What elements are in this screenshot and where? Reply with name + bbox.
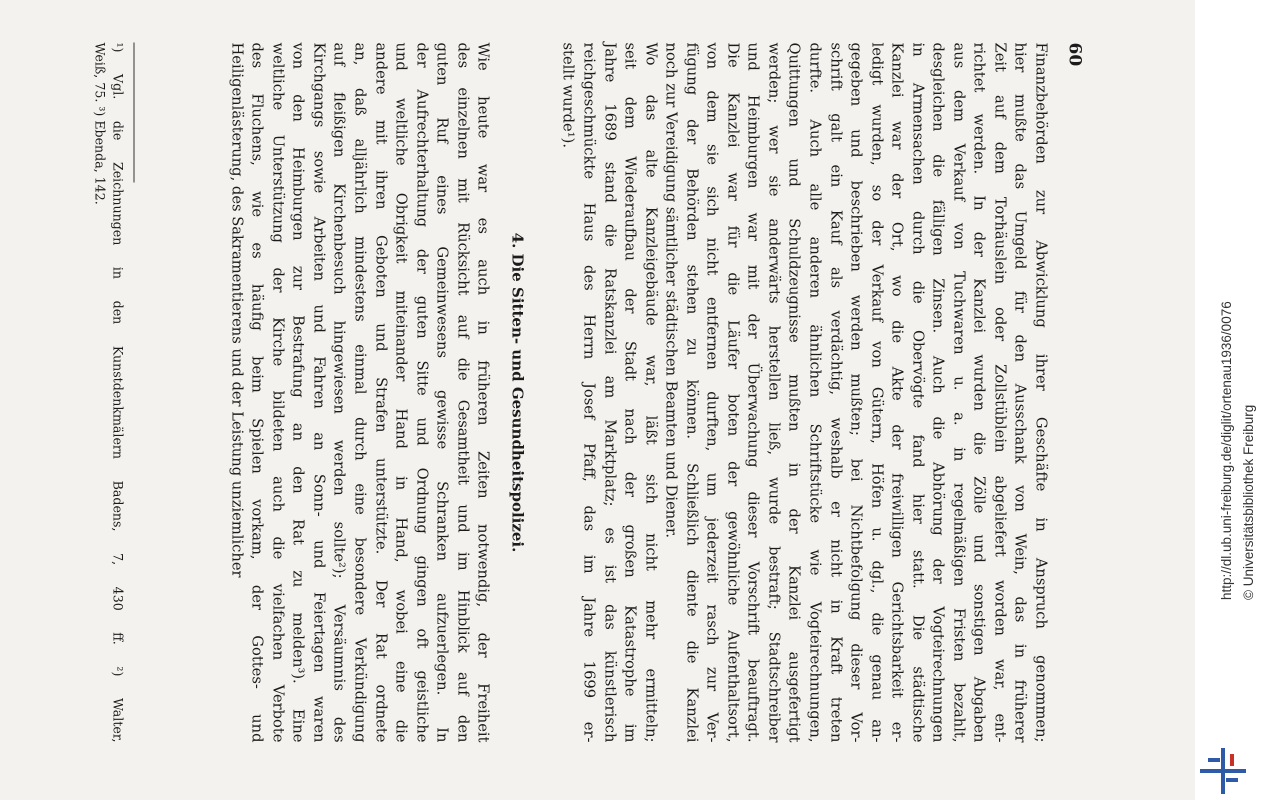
text-line: desgleichen die fälligen Zinsen. Auch die Abhörung der Vogteirechnungen — [929, 42, 947, 743]
footnote-rule — [134, 43, 135, 183]
library-sidebar — [1195, 0, 1256, 800]
text-line: stellt wurde¹). — [559, 42, 577, 149]
text-line: Wie heute war es auch in früheren Zeiten notwendig, der Freiheit — [474, 42, 492, 743]
text-line: ledigt wurden, so der Verkauf von Gütern, Höfen u. dgl., die genau an- — [868, 42, 886, 743]
body-text — [226, 43, 1051, 743]
text-line: Quittungen und Schuldzeugnisse mußten in der Kanzlei ausgefertigt — [785, 42, 803, 743]
paragraph-3 — [226, 43, 493, 743]
text-line: Zeit auf dem Torhäuslein oder Zollstüblein abgeliefert worden war, ent- — [991, 42, 1009, 743]
text-line: Weiß, 75. ³) Ebenda, 142. — [92, 42, 108, 205]
text-line: des Fluchens, wie es häufig beim Spielen vorkam, der Gottes- und — [248, 42, 266, 743]
text-line: Heiligenlästerung, des Sakramentierens und der Leistung unziemlicher — [228, 42, 246, 578]
text-line: Kanzlei war der Ort, wo die Akte der freiwilligen Gerichtsbarkeit er- — [888, 42, 906, 743]
text-line: und Heimburgen war mit der Überwachung dieser Vorschrift beauftragt. — [744, 42, 762, 743]
text-line: von den Heimburgen zur Bestrafung an den Rat zu melden³). Eine — [289, 42, 307, 743]
library-logo-icon — [1200, 748, 1246, 794]
text-line: hier mußte das Umgeld für den Ausschank von Wein, das in früherer — [1011, 42, 1029, 743]
paragraph-1 — [660, 43, 1050, 743]
text-line: fügung der Behörden stehen zu können. Schließlich diente die Kanzlei — [683, 42, 701, 743]
text-line: in Armensachen durch die Obervögte fand hier statt. Die städtische — [909, 42, 927, 743]
text-line: andere mit ihren Geboten und Strafen unterstützte. Der Rat ordnete — [372, 42, 390, 743]
text-line: von dem sie sich nicht entfernen durften, um jederzeit rasch zur Ver- — [703, 42, 721, 743]
text-line: aus dem Verkauf von Tuchwaren u. a. in regelmäßigen Fristen bezahlt, — [950, 42, 968, 743]
text-line: Kirchgangs sowie Arbeiten und Fahren an Sonn- und Feiertagen waren — [310, 42, 328, 743]
text-line: ¹) Vgl. die Zeichnungen in den Kunstdenkmälern Badens, 7, 430 ff. ²) Walter, — [110, 42, 126, 743]
text-line: auf fleißigen Kirchenbesuch hingewiesen werden sollte²); Versäumnis des — [331, 42, 348, 743]
paragraph-2 — [557, 43, 660, 743]
text-line: schrift galt ein Kauf als verdächtig, weshalb er nicht in Kraft treten — [827, 42, 845, 743]
text-line: Finanzbehörden zur Abwicklung ihrer Geschäfte in Anspruch genommen; — [1032, 42, 1050, 743]
section-heading: 4. Die Sitten- und Gesundheitspolizei. — [508, 232, 527, 553]
text-line: Wo das alte Kanzleigebäude war, läßt sich nicht mehr ermitteln; — [642, 42, 660, 743]
source-url[interactable]: http://dl.ub.uni-freiburg.de/diglit/ortenau1936/0076 — [1219, 301, 1234, 600]
text-line: werden; wer sie anderwärts herstellen ließ, wurde bestraft; Stadtschreiber — [765, 42, 783, 743]
text-line: guten Ruf eines Gemeinwesens gewisse Schranken aufzuerlegen. In — [433, 42, 451, 743]
rotated-text-block — [58, 43, 1093, 743]
footnotes — [91, 43, 127, 743]
copyright-notice: © Universitätsbibliothek Freiburg — [1241, 404, 1256, 600]
text-line: des einzelnen mit Rücksicht auf die Gesamtheit und im Hinblick auf den — [454, 42, 472, 743]
page-number: 60 — [1064, 42, 1085, 67]
text-line: durfte. Auch alle anderen ähnlichen Schriftstücke wie Vogteirechnungen, — [806, 42, 824, 743]
text-line: noch zur Vereidigung sämtlicher städtischen Beamten und Diener. — [662, 42, 680, 538]
text-line: der Aufrechterhaltung der guten Sitte und Ordnung gingen oft geistliche — [413, 42, 431, 743]
text-line: seit dem Wiederaufbau der Stadt nach der großen Katastrophe im — [621, 42, 639, 743]
text-line: gegeben und beschrieben werden mußten; bei Nichtbefolgung dieser Vor- — [847, 42, 865, 743]
text-line: Die Kanzlei war für die Läufer boten der gewöhnliche Aufenthaltsort, — [724, 42, 742, 743]
text-line: weltliche Unterstützung der Kirche bildeten auch die vielfachen Verbote — [269, 42, 287, 743]
text-line: reichgeschmückte Haus des Herrn Josef Pfaff, das im Jahre 1699 er- — [580, 42, 598, 743]
text-line: Jahre 1689 stand die Ratskanzlei am Marktplatz; es ist das künstlerisch — [601, 42, 619, 743]
text-line: an, daß alljährlich mindestens einmal durch eine besondere Verkündigung — [351, 42, 369, 743]
text-line: und weltliche Obrigkeit miteinander Hand in Hand, wobei eine die — [392, 42, 410, 743]
text-line: richtet werden. In der Kanzlei wurden die Zölle und sonstigen Abgaben — [970, 42, 988, 743]
